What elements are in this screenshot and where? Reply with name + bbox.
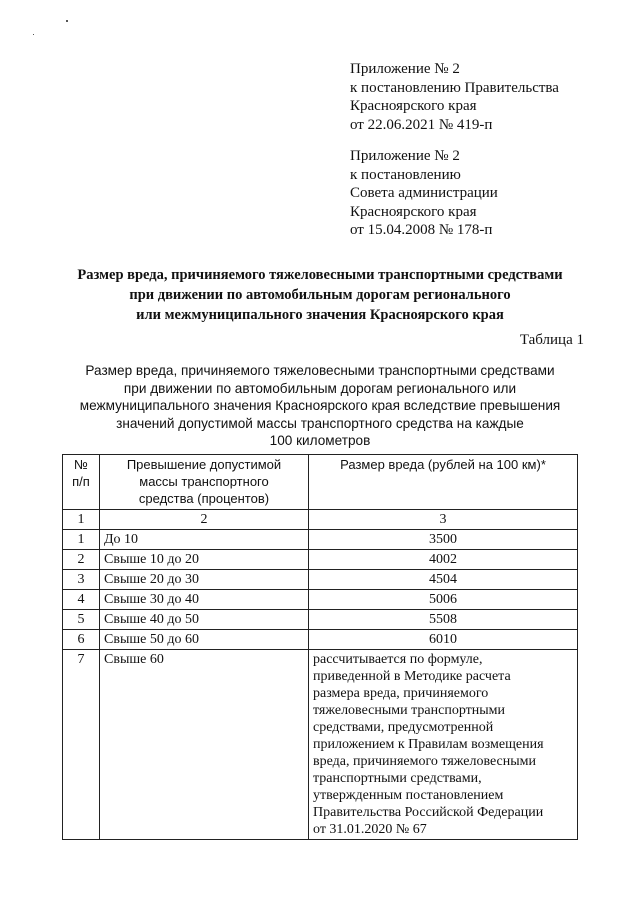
column-number-row	[63, 510, 578, 530]
column-number: 2	[100, 510, 309, 530]
appendix-line: от 15.04.2008 № 178-п	[350, 222, 493, 238]
table-row	[63, 570, 578, 590]
row-num: 6	[63, 630, 100, 650]
table-header-row	[63, 455, 578, 510]
appendix-line: к постановлению	[350, 166, 461, 183]
caption-line: значений допустимой массы транспортного средства на каждые	[116, 415, 524, 431]
row-excess: Свыше 20 до 30	[100, 570, 309, 590]
header-damage-line: Размер вреда (рублей на 100 км)*	[340, 457, 546, 472]
table-row	[63, 590, 578, 610]
formula-line: приложением к Правилам возмещения	[313, 737, 544, 752]
formula-line: утвержденным постановлением	[313, 788, 504, 803]
row-num: 3	[63, 570, 100, 590]
scan-speck	[33, 34, 34, 35]
row-damage: 5006	[309, 590, 578, 610]
formula-line: рассчитывается по формуле,	[313, 652, 483, 667]
row-excess: Свыше 30 до 40	[100, 590, 309, 610]
row-num: 5	[63, 610, 100, 630]
header-excess	[100, 455, 309, 510]
row-excess: Свыше 40 до 50	[100, 610, 309, 630]
header-num	[63, 455, 100, 510]
table-row	[63, 550, 578, 570]
title-line: Размер вреда, причиняемого тяжеловесными транспортными средствами	[77, 267, 563, 283]
row-excess: До 10	[100, 530, 309, 550]
scan-speck	[66, 20, 68, 22]
column-number: 3	[309, 510, 578, 530]
row-excess: Свыше 50 до 60	[100, 630, 309, 650]
formula-line: от 31.01.2020 № 67	[313, 822, 427, 837]
appendix-line: Приложение № 2	[350, 148, 460, 164]
row-damage: 6010	[309, 630, 578, 650]
caption-line: при движении по автомобильным дорогам регионального или	[123, 380, 517, 396]
appendix-original-block	[350, 147, 498, 240]
appendix-line: Красноярского края	[350, 203, 477, 220]
table-row	[63, 530, 578, 550]
caption-line: 100 километров	[269, 433, 371, 448]
row-num: 1	[63, 530, 100, 550]
appendix-line: от 22.06.2021 № 419-п	[350, 116, 493, 133]
formula-line: вреда, причиняемого тяжеловесными	[313, 754, 537, 769]
appendix-line: Красноярского края	[350, 98, 477, 114]
caption-line: Размер вреда, причиняемого тяжеловесными транспортными средствами	[85, 363, 555, 378]
row-num: 7	[63, 650, 100, 840]
row-damage: 5508	[309, 610, 578, 630]
table-caption	[60, 362, 580, 450]
header-num-line: п/п	[72, 474, 90, 489]
document-title	[40, 265, 600, 325]
header-excess-line: средства (процентов)	[138, 491, 270, 506]
appendix-line: Совета администрации	[350, 185, 498, 201]
row-excess: Свыше 60	[100, 650, 309, 840]
formula-line: средствами, предусмотренной	[313, 720, 494, 735]
formula-line: Правительства Российской Федерации	[313, 805, 544, 820]
row-excess: Свыше 10 до 20	[100, 550, 309, 570]
formula-line: размера вреда, причиняемого	[313, 686, 489, 701]
caption-line: межмуниципального значения Красноярского края вследствие превышения	[79, 398, 561, 413]
column-number: 1	[63, 510, 100, 530]
title-line: при движении по автомобильным дорогам регионального	[129, 287, 511, 303]
row-damage-formula	[309, 650, 578, 840]
row-damage: 3500	[309, 530, 578, 550]
damage-table	[62, 454, 578, 840]
header-excess-line: Превышение допустимой	[126, 457, 282, 472]
table-label: Таблица 1	[519, 332, 584, 348]
header-num-line: №	[74, 457, 88, 472]
row-num: 4	[63, 590, 100, 610]
table-row	[63, 610, 578, 630]
formula-line: тяжеловесными транспортными	[313, 703, 506, 718]
appendix-line: Приложение № 2	[350, 61, 460, 77]
appendix-current-block	[350, 60, 559, 134]
table-row	[63, 630, 578, 650]
formula-line: приведенной в Методике расчета	[313, 669, 511, 684]
row-damage: 4504	[309, 570, 578, 590]
appendix-line: к постановлению Правительства	[350, 79, 559, 96]
header-damage	[309, 455, 578, 510]
formula-line: транспортными средствами,	[313, 771, 482, 786]
title-line: или межмуниципального значения Красноярского края	[136, 307, 504, 323]
table-row	[63, 650, 578, 840]
row-damage: 4002	[309, 550, 578, 570]
header-excess-line: массы транспортного	[139, 474, 269, 489]
row-num: 2	[63, 550, 100, 570]
